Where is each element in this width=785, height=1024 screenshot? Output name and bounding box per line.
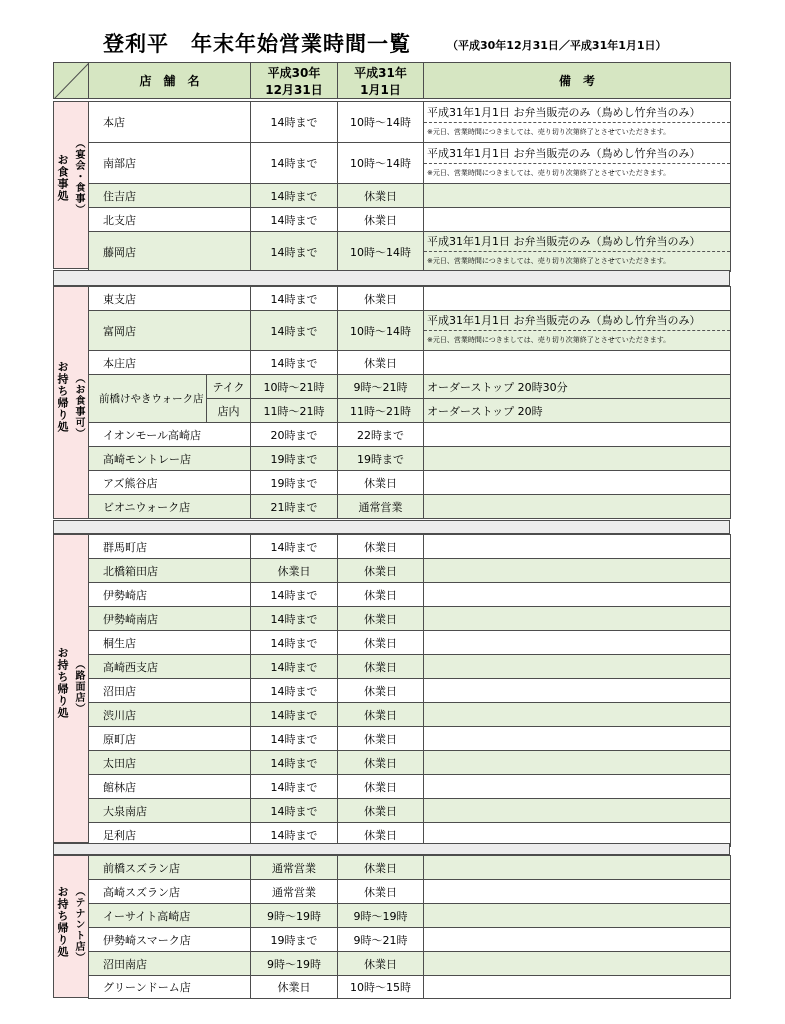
store-name: 伊勢崎店 bbox=[89, 583, 251, 607]
section-separator bbox=[53, 270, 730, 286]
dec31-hours: 14時まで bbox=[251, 583, 338, 607]
note-cell bbox=[424, 976, 731, 999]
dec31-hours: 21時まで bbox=[251, 495, 338, 519]
table-header bbox=[53, 62, 731, 99]
table-row bbox=[89, 904, 731, 928]
dec31-hours: 14時まで bbox=[251, 607, 338, 631]
store-name: ビオニウォーク店 bbox=[89, 495, 251, 519]
store-name: 北橋箱田店 bbox=[89, 559, 251, 583]
section-takeout-street bbox=[88, 534, 731, 847]
table-row bbox=[89, 856, 731, 880]
jan1-hours: 10時～14時 bbox=[338, 143, 424, 184]
table-row bbox=[89, 631, 731, 655]
table-row bbox=[89, 447, 731, 471]
note-cell bbox=[424, 208, 731, 232]
store-name: 高崎モントレー店 bbox=[89, 447, 251, 471]
jan1-hours: 9時～21時 bbox=[338, 928, 424, 952]
category-main: お食事処 bbox=[56, 154, 69, 202]
store-name: アズ熊谷店 bbox=[89, 471, 251, 495]
section-takeout-tenant bbox=[88, 855, 731, 999]
store-name: 伊勢崎スマーク店 bbox=[89, 928, 251, 952]
jan1-hours: 休業日 bbox=[338, 775, 424, 799]
category-takeout-dinein bbox=[53, 286, 89, 519]
note-cell bbox=[424, 583, 731, 607]
note-cell bbox=[424, 423, 731, 447]
dec31-hours: 14時まで bbox=[251, 727, 338, 751]
table-row bbox=[89, 232, 731, 272]
dec31-hours: 通常営業 bbox=[251, 880, 338, 904]
dec31-hours: 14時まで bbox=[251, 655, 338, 679]
jan1-hours: 通常営業 bbox=[338, 495, 424, 519]
table-row bbox=[89, 775, 731, 799]
jan1-hours: 休業日 bbox=[338, 679, 424, 703]
jan1-hours: 休業日 bbox=[338, 655, 424, 679]
store-name: 大泉南店 bbox=[89, 799, 251, 823]
dec31-hours: 14時まで bbox=[251, 535, 338, 559]
store-name: 高崎スズラン店 bbox=[89, 880, 251, 904]
jan1-hours: 休業日 bbox=[338, 471, 424, 495]
table-row bbox=[89, 495, 731, 519]
jan1-hours: 10時～14時 bbox=[338, 102, 424, 143]
store-name: 東支店 bbox=[89, 287, 251, 311]
dec31-hours: 19時まで bbox=[251, 447, 338, 471]
jan1-hours: 休業日 bbox=[338, 880, 424, 904]
note-cell bbox=[424, 184, 731, 208]
note-cell: 平成31年1月1日 お弁当販売のみ（鳥めし竹弁当のみ） ※元日、営業時間につきましては、売り切り次第終了とさせていただきます。 bbox=[424, 311, 731, 351]
service-type: 店内 bbox=[207, 399, 251, 423]
store-name: 南部店 bbox=[89, 143, 251, 184]
note-cell bbox=[424, 775, 731, 799]
jan1-hours: 休業日 bbox=[338, 799, 424, 823]
table-row bbox=[89, 751, 731, 775]
jan1-hours: 10時～14時 bbox=[338, 311, 424, 351]
table-row bbox=[89, 311, 731, 351]
store-name: 館林店 bbox=[89, 775, 251, 799]
jan1-hours: 休業日 bbox=[338, 351, 424, 375]
store-name: 北支店 bbox=[89, 208, 251, 232]
jan1-hours: 休業日 bbox=[338, 184, 424, 208]
note-cell bbox=[424, 703, 731, 727]
dec31-hours: 14時まで bbox=[251, 208, 338, 232]
store-name: イーサイト高崎店 bbox=[89, 904, 251, 928]
category-sub: （宴会・食事） bbox=[73, 138, 84, 215]
jan1-hours: 休業日 bbox=[338, 559, 424, 583]
note-cell bbox=[424, 535, 731, 559]
dec31-hours: 休業日 bbox=[251, 976, 338, 999]
dec31-hours: 9時～19時 bbox=[251, 904, 338, 928]
store-name: 伊勢崎南店 bbox=[89, 607, 251, 631]
note-cell bbox=[424, 799, 731, 823]
note-cell: 平成31年1月1日 お弁当販売のみ（鳥めし竹弁当のみ） ※元日、営業時間につきましては、売り切り次第終了とさせていただきます。 bbox=[424, 232, 731, 272]
note-cell: 平成31年1月1日 お弁当販売のみ（鳥めし竹弁当のみ） ※元日、営業時間につきましては、売り切り次第終了とさせていただきます。 bbox=[424, 143, 731, 184]
note-cell bbox=[424, 679, 731, 703]
note-cell bbox=[424, 904, 731, 928]
store-name: 沼田店 bbox=[89, 679, 251, 703]
note-cell bbox=[424, 727, 731, 751]
table-row bbox=[89, 351, 731, 375]
store-name: 沼田南店 bbox=[89, 952, 251, 976]
jan1-hours: 10時～14時 bbox=[338, 232, 424, 272]
header-corner bbox=[54, 63, 89, 99]
page-title: 登利平 年末年始営業時間一覧 bbox=[103, 31, 411, 56]
note-cell: オーダーストップ 20時 bbox=[424, 399, 731, 423]
jan1-hours: 22時まで bbox=[338, 423, 424, 447]
note-cell bbox=[424, 631, 731, 655]
jan1-hours: 休業日 bbox=[338, 823, 424, 847]
dec31-hours: 14時まで bbox=[251, 287, 338, 311]
jan1-hours: 休業日 bbox=[338, 287, 424, 311]
dec31-hours: 9時～19時 bbox=[251, 952, 338, 976]
dec31-hours: 14時まで bbox=[251, 631, 338, 655]
category-main: お持ち帰り処 bbox=[56, 361, 69, 433]
page-subtitle: （平成30年12月31日／平成31年1月1日） bbox=[447, 39, 667, 52]
note-cell bbox=[424, 607, 731, 631]
table-row bbox=[89, 559, 731, 583]
jan1-hours: 休業日 bbox=[338, 535, 424, 559]
table-row bbox=[89, 727, 731, 751]
dec31-hours: 14時まで bbox=[251, 311, 338, 351]
dec31-hours: 19時まで bbox=[251, 471, 338, 495]
table-row bbox=[89, 583, 731, 607]
jan1-hours: 19時まで bbox=[338, 447, 424, 471]
note-cell bbox=[424, 880, 731, 904]
section-takeout-dinein bbox=[88, 286, 731, 519]
table-row bbox=[89, 208, 731, 232]
section-separator bbox=[53, 843, 730, 855]
note-cell bbox=[424, 952, 731, 976]
table-row bbox=[89, 287, 731, 311]
note-cell bbox=[424, 559, 731, 583]
jan1-hours: 休業日 bbox=[338, 631, 424, 655]
table-row bbox=[89, 880, 731, 904]
jan1-hours: 11時～21時 bbox=[338, 399, 424, 423]
table-row bbox=[89, 952, 731, 976]
store-name: 本庄店 bbox=[89, 351, 251, 375]
dec31-hours: 19時まで bbox=[251, 928, 338, 952]
note-cell bbox=[424, 351, 731, 375]
table-row bbox=[89, 607, 731, 631]
dec31-hours: 20時まで bbox=[251, 423, 338, 447]
store-name: 住吉店 bbox=[89, 184, 251, 208]
table-row bbox=[89, 143, 731, 184]
store-name: 渋川店 bbox=[89, 703, 251, 727]
store-name: 藤岡店 bbox=[89, 232, 251, 272]
store-name: イオンモール高崎店 bbox=[89, 423, 251, 447]
header-store: 店 舗 名 bbox=[89, 63, 251, 99]
note-cell: オーダーストップ 20時30分 bbox=[424, 375, 731, 399]
jan1-hours: 休業日 bbox=[338, 751, 424, 775]
diagonal-line-icon bbox=[54, 63, 89, 99]
dec31-hours: 10時～21時 bbox=[251, 375, 338, 399]
jan1-hours: 9時～19時 bbox=[338, 904, 424, 928]
category-main: お持ち帰り処 bbox=[56, 647, 69, 719]
category-sub: （お食事可） bbox=[73, 373, 84, 439]
table-row bbox=[89, 928, 731, 952]
dec31-hours: 14時まで bbox=[251, 751, 338, 775]
dec31-hours: 14時まで bbox=[251, 679, 338, 703]
table-row bbox=[89, 535, 731, 559]
store-name: 前橋スズラン店 bbox=[89, 856, 251, 880]
store-name: 本店 bbox=[89, 102, 251, 143]
dec31-hours: 14時まで bbox=[251, 143, 338, 184]
category-sub: （路面店） bbox=[73, 659, 84, 714]
service-type: テイク bbox=[207, 375, 251, 399]
jan1-hours: 10時～15時 bbox=[338, 976, 424, 999]
section-dining bbox=[88, 101, 731, 272]
store-name: 太田店 bbox=[89, 751, 251, 775]
dec31-hours: 11時～21時 bbox=[251, 399, 338, 423]
jan1-hours: 休業日 bbox=[338, 703, 424, 727]
table-row bbox=[89, 799, 731, 823]
category-takeout-street bbox=[53, 534, 89, 843]
dec31-hours: 14時まで bbox=[251, 799, 338, 823]
dec31-hours: 14時まで bbox=[251, 351, 338, 375]
category-main: お持ち帰り処 bbox=[56, 886, 69, 958]
table-row bbox=[89, 976, 731, 999]
jan1-hours: 休業日 bbox=[338, 208, 424, 232]
note-cell bbox=[424, 495, 731, 519]
table-row bbox=[89, 184, 731, 208]
table-row bbox=[89, 471, 731, 495]
dec31-hours: 通常営業 bbox=[251, 856, 338, 880]
dec31-hours: 14時まで bbox=[251, 232, 338, 272]
dec31-hours: 14時まで bbox=[251, 102, 338, 143]
table-row bbox=[89, 655, 731, 679]
jan1-hours: 休業日 bbox=[338, 607, 424, 631]
category-sub: （テナント店） bbox=[73, 886, 84, 963]
dec31-hours: 14時まで bbox=[251, 184, 338, 208]
note-cell bbox=[424, 655, 731, 679]
store-name: 高崎西支店 bbox=[89, 655, 251, 679]
category-takeout-tenant bbox=[53, 855, 89, 998]
header-jan1: 平成31年 1月1日 bbox=[338, 63, 424, 99]
category-dining bbox=[53, 101, 89, 269]
dec31-hours: 14時まで bbox=[251, 703, 338, 727]
table-row bbox=[89, 423, 731, 447]
jan1-hours: 休業日 bbox=[338, 583, 424, 607]
store-name: 原町店 bbox=[89, 727, 251, 751]
table-row bbox=[89, 102, 731, 143]
store-name: 桐生店 bbox=[89, 631, 251, 655]
table-row bbox=[89, 375, 731, 399]
dec31-hours: 14時まで bbox=[251, 823, 338, 847]
dec31-hours: 14時まで bbox=[251, 775, 338, 799]
note-cell bbox=[424, 928, 731, 952]
note-cell bbox=[424, 471, 731, 495]
store-name: 前橋けやきウォーク店 bbox=[89, 375, 207, 423]
store-name: 富岡店 bbox=[89, 311, 251, 351]
header-notes: 備 考 bbox=[424, 63, 731, 99]
note-cell: 平成31年1月1日 お弁当販売のみ（鳥めし竹弁当のみ） ※元日、営業時間につきましては、売り切り次第終了とさせていただきます。 bbox=[424, 102, 731, 143]
note-cell bbox=[424, 287, 731, 311]
dec31-hours: 休業日 bbox=[251, 559, 338, 583]
section-separator bbox=[53, 520, 730, 534]
note-cell bbox=[424, 447, 731, 471]
note-cell bbox=[424, 751, 731, 775]
store-name: 群馬町店 bbox=[89, 535, 251, 559]
jan1-hours: 休業日 bbox=[338, 952, 424, 976]
note-cell bbox=[424, 856, 731, 880]
jan1-hours: 9時～21時 bbox=[338, 375, 424, 399]
table-row bbox=[89, 703, 731, 727]
jan1-hours: 休業日 bbox=[338, 727, 424, 751]
header-dec31: 平成30年 12月31日 bbox=[251, 63, 338, 99]
store-name: 足利店 bbox=[89, 823, 251, 847]
store-name: グリーンドーム店 bbox=[89, 976, 251, 999]
table-row bbox=[89, 679, 731, 703]
jan1-hours: 休業日 bbox=[338, 856, 424, 880]
